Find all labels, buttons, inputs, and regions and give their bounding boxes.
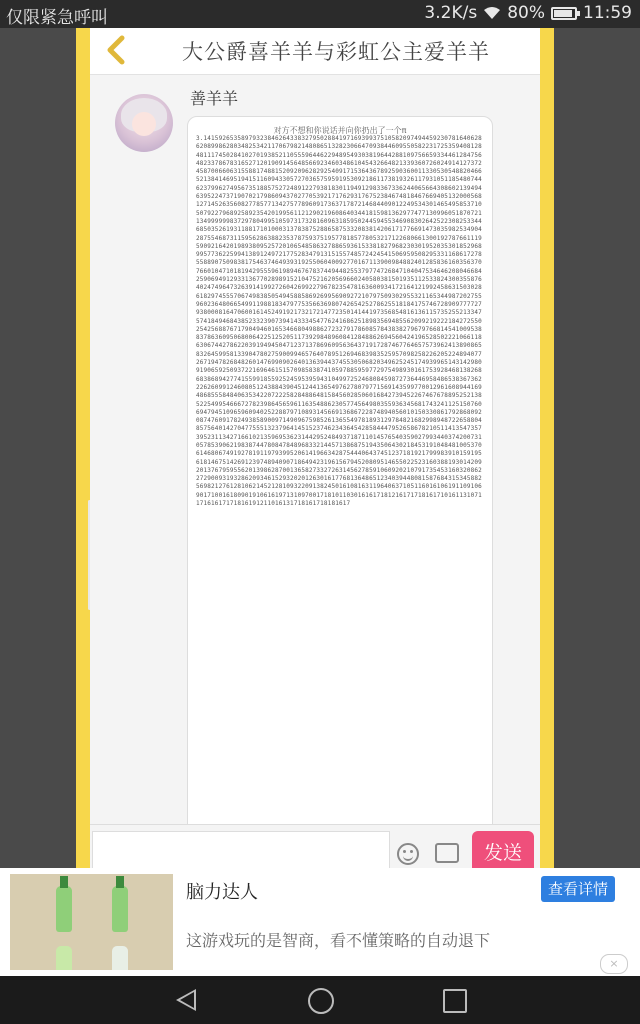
avatar-face	[132, 112, 156, 136]
status-bar	[0, 0, 640, 28]
back-arrow-icon[interactable]	[98, 32, 132, 68]
send-button[interactable]: 发送	[472, 831, 534, 869]
nav-recent-apps-icon[interactable]	[443, 989, 467, 1013]
image-caption: 对方不想和你说话并向你扔出了一个π	[273, 126, 407, 135]
sender-name: 善羊羊	[190, 89, 239, 108]
bottle-icon	[112, 946, 128, 970]
message-input[interactable]	[92, 831, 390, 869]
clock: 11:59	[583, 3, 632, 23]
image-picker-icon[interactable]	[435, 843, 459, 863]
network-speed: 3.2K/s	[424, 3, 478, 23]
battery-percent: 80%	[507, 3, 545, 23]
chat-header	[90, 28, 540, 75]
nav-back-icon[interactable]	[176, 989, 196, 1011]
wifi-icon	[483, 6, 501, 20]
bottle-icon	[56, 946, 72, 970]
carrier-text: 仅限紧急呼叫	[6, 8, 108, 28]
avatar[interactable]	[115, 94, 173, 152]
ad-banner[interactable]	[0, 868, 640, 976]
ad-description: 这游戏玩的是智商，看不懂策略的自动退下	[186, 931, 491, 950]
chat-title: 大公爵喜羊羊与彩虹公主爱羊羊	[182, 40, 490, 64]
image-message[interactable]	[187, 116, 493, 854]
chat-page	[90, 28, 540, 868]
ad-title: 脑力达人	[186, 882, 258, 903]
emoji-icon[interactable]	[397, 843, 419, 865]
navigation-bar	[0, 976, 640, 1024]
pi-digits-text: 3.14159265358979323846264338327950288419716939937510582097494459230781640628620899862803482534211706798214808651328230664709384460955058223172535940812848111745028410270193852110555964462294895493038196442881097566593344612847564823378678316527120190914564856692346034861045432664821339360726024914127372458700660631558817488152092096282925409171536436789259036001133053054882046652138414695194151160943305727036575959195309218611738193261179310511854807446237996274956735188575272489122793818301194912983367336244065664308602139494639522473719070217986094370277053921717629317675238467481846766940513200056812714526356082778577134275778960917363717872146844090122495343014654958537105079227968925892354201995611212902196086403441815981362977477130996051870721134999999837297804995105973173281609631859502445945534690830264252230825334468503526193118817101000313783875288658753320838142061717766914730359825349042875546873115956286388235378759375195778185778053217122680661300192787661119590921642019893809525720106548586327886593615338182796823030195203530185296899577362259941389124972177528347913151557485724245415069595082953311686172785588907509838175463746493931925506040092770167113900984882401285836160356370766010471018194295559619894676783744944825537977472684710404753464620804668425906949129331367702898915210475216205696602405803815019351125338243003558764024749647326391419927260426992279678235478163600934172164121992458631503028618297455570674983850549458858692699569092721079750930295532116534498720275596023648066549911988183479775356636980742654252786255181841757467289097777279380008164706001614524919217321721477235014144197356854816136115735255213347574184946843852332390739414333454776241686251898356948556209921922218427255025425688767179049460165346680498862723279178608578438382796797668145410095388378636095068006422512520511739298489608412848862694560424196528502221066118630674427862203919494504712371378696095636437191728746776465757396241389086583264599581339047802759009946576407895126946839835259570982582262052248940772671947826848260147699090264013639443745530506820349625245174939965143142980919065925093722169646151570985838741059788595977297549893016175392846813826868386894277415599185592524595395943104997252468084598727364469584865383673622262609912460805124388439045124413654976278079771569143599770012961608944169486855584840635342207222582848864815845602850601684273945226746767889525213852254995466672782398645659611635488623057745649803559363456817432411251507606947945109659609402522887971089314566913686722874894056010150330861792868092087476091782493858900971490967598526136554978189312978482168299894872265880485756401427047755513237964145152374623436454285844479526586782105114135473573952311342716610213596953623144295248493718711014576540359027993440374200731057853906219838744780847848968332144571386875194350643021845319104848100537061468067491927819119793995206141966342875444064374512371819217999839101591956181467514269123974894090718649423196156794520809514655022523160388193014209201376795955620139862870013658273327263145627859106092021079173545316032086227290093193286209346152932020126301617768136486512340394480815876843153458825698212761281062145212810932209138245016108163119640637105116016106191109106901710016180901910616197131097001718101103016161718121617171816171016113107117161617171816191211016131718161718181617	[196, 135, 482, 508]
status-right	[424, 3, 632, 23]
bottle-icon	[56, 886, 72, 932]
ad-thumbnail[interactable]	[10, 874, 173, 970]
view-details-button[interactable]: 查看详情	[541, 876, 615, 902]
close-icon[interactable]: ×	[600, 954, 628, 974]
input-bar	[90, 824, 540, 869]
bottle-icon	[112, 886, 128, 932]
nav-home-icon[interactable]	[308, 988, 334, 1014]
battery-icon	[551, 7, 577, 20]
